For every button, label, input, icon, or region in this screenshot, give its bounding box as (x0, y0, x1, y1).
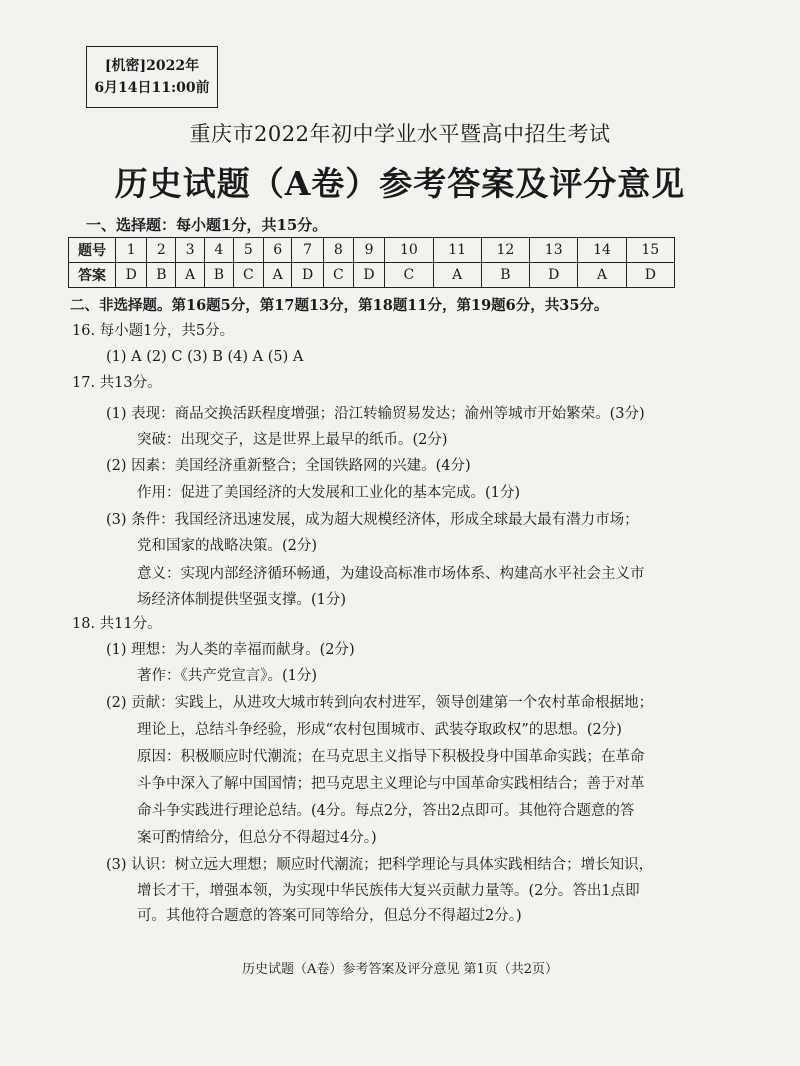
question-number: 15 (626, 238, 674, 263)
q17-title: 17. 共13分。 (72, 375, 162, 391)
answer-table-number-row (69, 238, 675, 263)
answer-cell: B (481, 263, 529, 288)
answer-cell: A (176, 263, 205, 288)
question-number: 7 (292, 238, 323, 263)
question-number: 14 (578, 238, 626, 263)
answer-cell: D (116, 263, 147, 288)
q17-line-7: 意义：实现内部经济循环畅通，为建设高标准市场体系、构建高水平社会主义市 (137, 566, 645, 582)
question-number: 11 (433, 238, 481, 263)
q18-line-8: 案可酌情给分，但总分不得超过4分。) (137, 830, 377, 846)
exam-title: 重庆市2022年初中学业水平暨高中招生考试 (189, 122, 611, 146)
page-title: 历史试题（A卷）参考答案及评分意见 (114, 164, 686, 203)
section-2-heading: 二、非选择题。第16题5分，第17题13分，第18题11分，第19题6分，共35分。 (70, 297, 609, 314)
answer-cell: A (578, 263, 626, 288)
row-label-answer: 答案 (69, 263, 116, 288)
section-1-heading: 一、选择题：每小题1分，共15分。 (86, 216, 328, 234)
q18-line-6: 斗争中深入了解中国国情；把马克思主义理论与中国革命实践相结合；善于对革 (137, 776, 645, 792)
confidential-line-2: 6月14日11:00前 (94, 80, 210, 96)
answer-cell: D (292, 263, 323, 288)
q18-line-7: 命斗争实践进行理论总结。(4分。每点2分，答出2点即可。其他符合题意的答 (137, 803, 635, 819)
q18-line-11: 可。其他符合题意的答案可同等给分，但总分不得超过2分。) (137, 908, 522, 924)
q18-line-2: 著作：《共产党宣言》。(1分) (137, 668, 318, 684)
question-number: 10 (385, 238, 433, 263)
question-number: 12 (481, 238, 529, 263)
q18-title: 18. 共11分。 (72, 616, 162, 632)
question-number: 13 (530, 238, 578, 263)
q17-line-8: 场经济体制提供坚强支撑。(1分) (137, 592, 347, 608)
question-number: 2 (147, 238, 176, 263)
q16-answers: (1) A (2) C (3) B (4) A (5) A (106, 349, 304, 365)
q18-line-1: (1) 理想：为人类的幸福而献身。(2分) (106, 642, 355, 658)
answer-cell: B (204, 263, 233, 288)
q17-line-1: (1) 表现：商品交换活跃程度增强；沿江转输贸易发达；渝州等城市开始繁荣。(3分) (106, 406, 645, 422)
row-label-number: 题号 (69, 238, 116, 263)
confidential-line-1: [机密]2022年 (104, 58, 200, 74)
answer-cell: D (626, 263, 674, 288)
q18-line-3: (2) 贡献：实践上，从进攻大城市转到向农村进军，领导创建第一个农村革命根据地； (106, 695, 654, 711)
q17-line-4: 作用：促进了美国经济的大发展和工业化的基本完成。(1分) (137, 485, 521, 501)
answer-cell: C (323, 263, 353, 288)
q18-line-5: 原因：积极顺应时代潮流；在马克思主义指导下积极投身中国革命实践；在革命 (137, 749, 645, 765)
q16-title: 16. 每小题1分，共5分。 (72, 323, 235, 339)
answer-cell: A (433, 263, 481, 288)
q17-line-2: 突破：出现交子，这是世界上最早的纸币。(2分) (137, 432, 448, 448)
answer-cell: D (353, 263, 384, 288)
question-number: 1 (116, 238, 147, 263)
answer-cell: C (385, 263, 433, 288)
question-number: 3 (176, 238, 205, 263)
question-number: 6 (263, 238, 292, 263)
answer-cell: C (233, 263, 263, 288)
q17-line-3: (2) 因素：美国经济重新整合；全国铁路网的兴建。(4分) (106, 458, 471, 474)
question-number: 4 (204, 238, 233, 263)
question-number: 5 (233, 238, 263, 263)
answer-cell: A (263, 263, 292, 288)
question-number: 9 (353, 238, 384, 263)
answer-cell: B (147, 263, 176, 288)
page-footer: 历史试题（A卷）参考答案及评分意见 第1页（共2页） (241, 962, 559, 977)
confidential-stamp (86, 46, 218, 108)
q18-line-10: 增长才干，增强本领，为实现中华民族伟大复兴贡献力量等。(2分。答出1点即 (137, 883, 640, 899)
q18-line-9: (3) 认识：树立远大理想；顺应时代潮流；把科学理论与具体实践相结合；增长知识， (106, 857, 654, 873)
question-number: 8 (323, 238, 353, 263)
answer-table-answer-row (69, 263, 675, 288)
q18-line-4: 理论上，总结斗争经验，形成“农村包围城市、武装夺取政权”的思想。(2分) (137, 722, 622, 738)
answer-table (68, 237, 675, 288)
answer-cell: D (530, 263, 578, 288)
q17-line-5: (3) 条件：我国经济迅速发展，成为超大规模经济体，形成全球最大最有潜力市场； (106, 512, 639, 528)
q17-line-6: 党和国家的战略决策。(2分) (137, 538, 318, 554)
